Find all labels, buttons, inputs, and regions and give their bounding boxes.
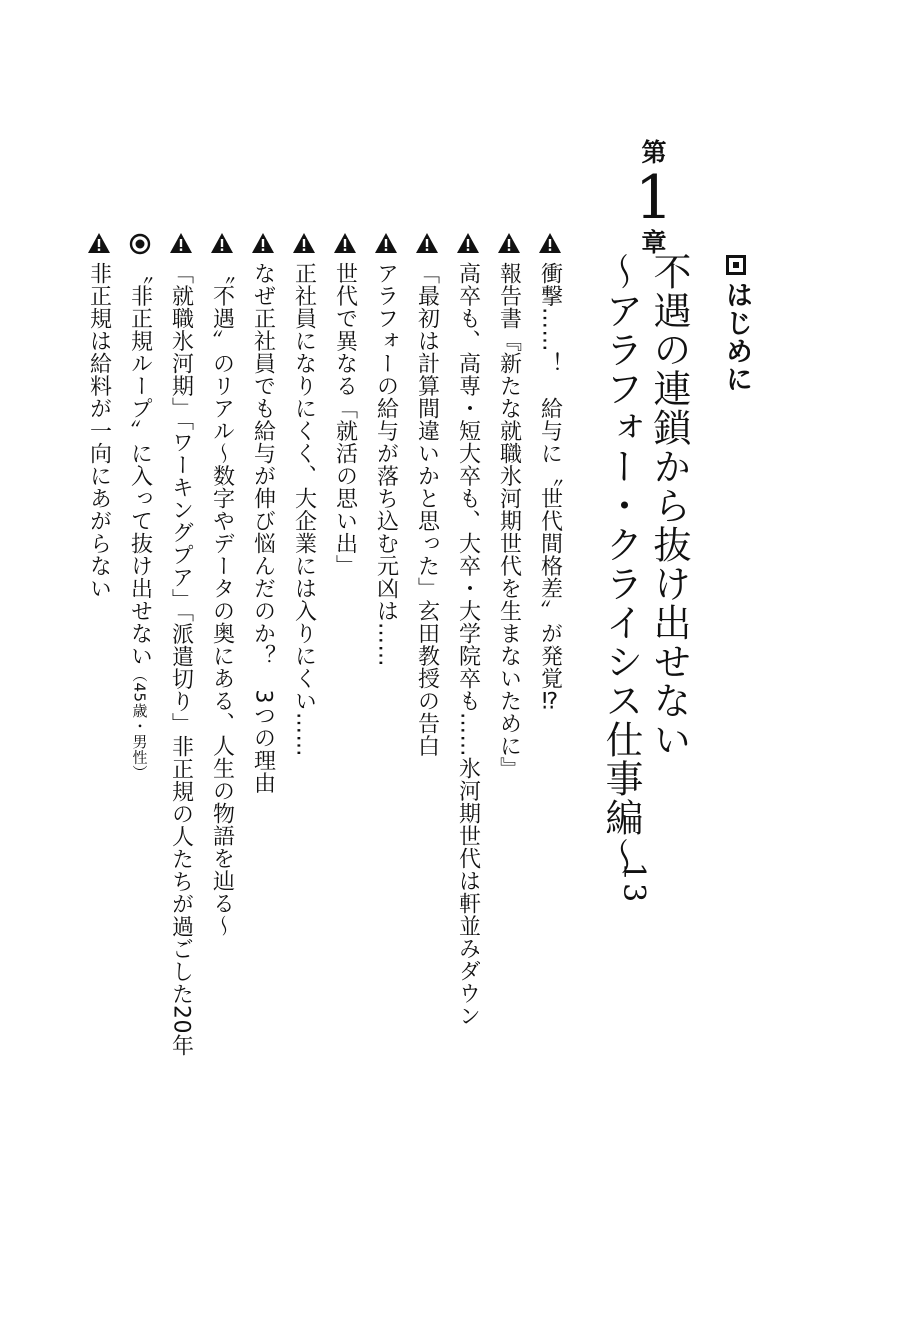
warning-icon	[333, 232, 357, 256]
section-title: 世代で異なる「就活の思い出」	[332, 262, 358, 577]
chapter-label	[626, 138, 682, 258]
warning-icon	[415, 232, 439, 256]
warning-icon	[87, 232, 111, 256]
warning-icon	[169, 232, 193, 256]
section-note: （45歳・男性）	[130, 667, 149, 781]
section-title: 衝撃……！ 給与に〝世代間格差〟が発覚⁉	[537, 262, 563, 715]
section-item	[324, 232, 365, 1057]
section-item	[242, 232, 283, 1057]
section-title: 〝非正規ループ〟に入って抜け出せない	[127, 262, 153, 667]
section-item	[78, 232, 119, 1057]
chapter-page-number: 13	[616, 862, 651, 905]
section-list	[78, 232, 570, 1057]
square-bullet-icon	[726, 255, 746, 275]
warning-icon	[456, 232, 480, 256]
section-title: 「就職氷河期」「ワーキングプア」「派遣切り」非正規の人たちが過ごした20年	[168, 262, 194, 1057]
section-title: 〝不遇〟のリアル～数字やデータの奥にある、人生の物語を辿る～	[209, 262, 235, 937]
section-item	[529, 232, 570, 1057]
section-item	[160, 232, 201, 1057]
section-title: 非正規は給料が一向にあがらない	[86, 262, 112, 600]
section-title: 正社員になりにくく、大企業には入りにくい……	[291, 262, 317, 757]
warning-icon	[374, 232, 398, 256]
warning-icon	[251, 232, 275, 256]
section-item	[365, 232, 406, 1057]
section-item	[119, 232, 160, 1057]
section-title: 「最初は計算間違いかと思った」玄田教授の告白	[414, 262, 440, 757]
preface-title: はじめに	[721, 281, 752, 393]
section-title: 高卒も、高専・短大卒も、大卒・大学院卒も……氷河期世代は軒並みダウン	[455, 262, 481, 1027]
chapter-suffix: 章	[641, 228, 667, 257]
preface-heading	[718, 255, 754, 393]
section-item	[447, 232, 488, 1057]
warning-icon	[497, 232, 521, 256]
target-icon	[128, 232, 152, 256]
chapter-title: 不遇の連鎖から抜け出せない	[647, 252, 691, 759]
section-item	[488, 232, 529, 1057]
warning-icon	[292, 232, 316, 256]
section-item	[283, 232, 324, 1057]
warning-icon	[538, 232, 562, 256]
section-title: なぜ正社員でも給与が伸び悩んだのか？ 3つの理由	[250, 262, 276, 794]
warning-icon	[210, 232, 234, 256]
chapter-subtitle: ～アラフォー・クライシス仕事編～	[599, 252, 643, 876]
section-title: 報告書『新たな就職氷河期世代を生まないために』	[496, 262, 522, 780]
section-title: アラフォーの給与が落ち込む元凶は……	[373, 262, 399, 667]
chapter-number: 1	[634, 163, 674, 233]
section-item	[406, 232, 447, 1057]
chapter-prefix: 第	[641, 138, 667, 167]
section-item	[201, 232, 242, 1057]
